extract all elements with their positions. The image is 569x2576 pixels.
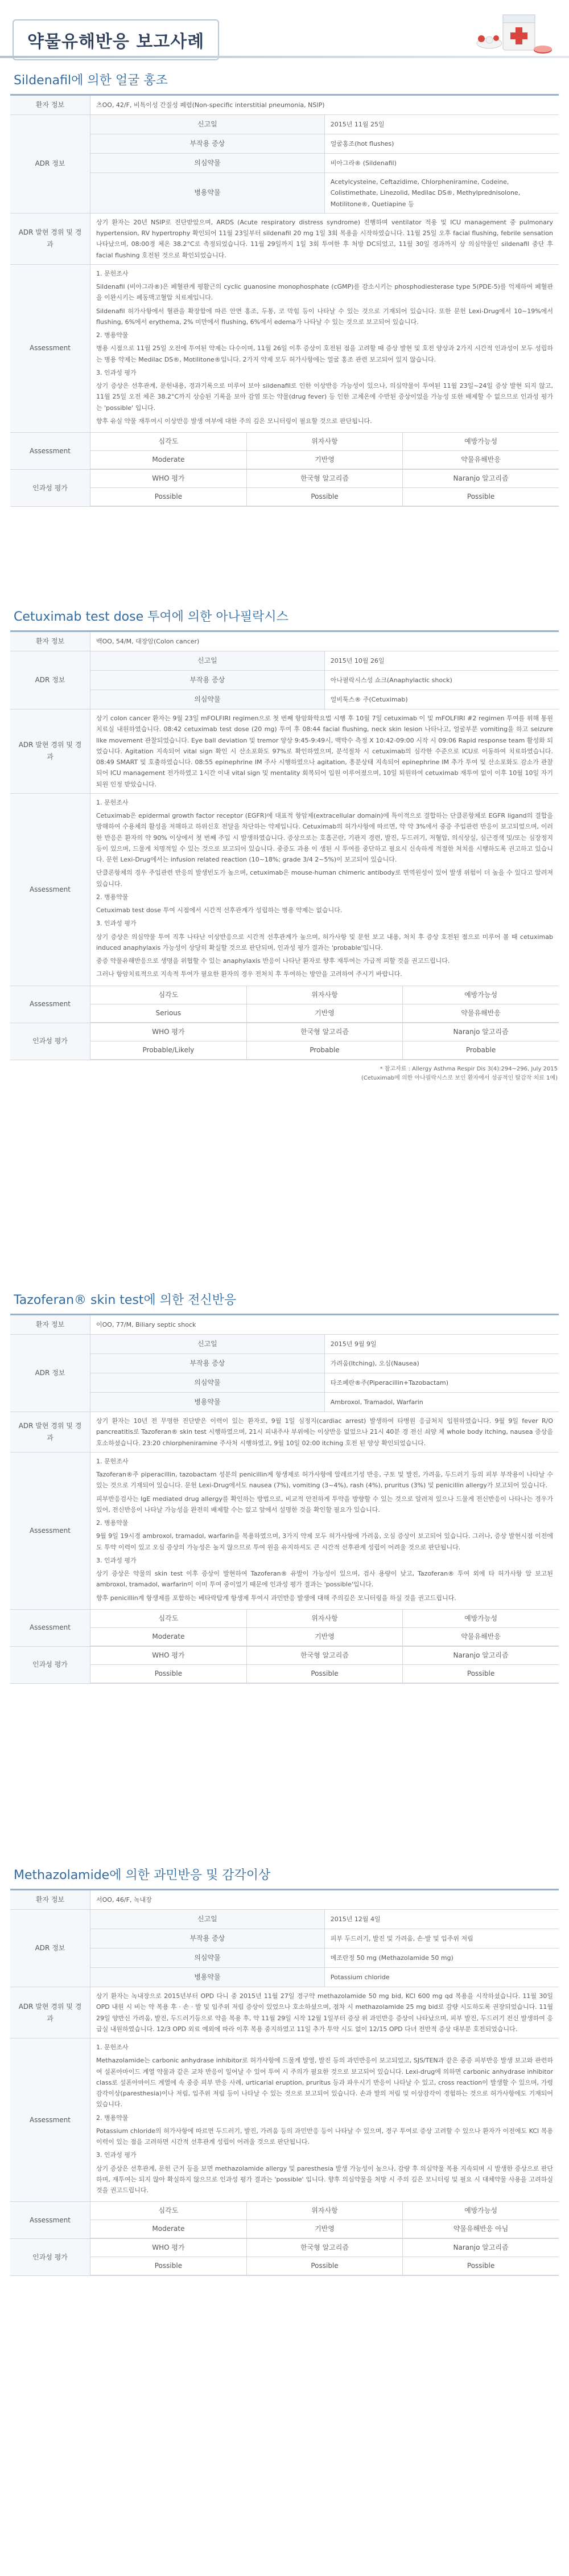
causality-header: WHO 평가 — [90, 1023, 246, 1041]
patient-value: 츠OO, 42/F, 비특이성 간질성 폐렴(Non-specific interstitial pneumonia, NSIP) — [90, 96, 559, 115]
assessment-line: 2. 병용약물 — [96, 893, 129, 901]
label-causality: 인과성 평가 — [10, 1023, 90, 1060]
eval-value: 기반영 — [246, 1004, 402, 1022]
label-date: 신고일 — [90, 115, 325, 134]
concomitant-value: Potassium chloride — [324, 1968, 559, 1987]
label-adr-info: ADR 정보 — [10, 115, 90, 214]
case-2 — [10, 604, 559, 1083]
label-history: ADR 발현 경위 및 경과 — [10, 1412, 90, 1453]
causality-header: 한국형 알고리즘 — [246, 1023, 402, 1041]
causality-table — [90, 470, 559, 506]
eval-header: 심각도 — [90, 433, 246, 451]
suspect-value: 메조란정 50 mg (Methazolamide 50 mg) — [324, 1949, 559, 1968]
causality-cell — [90, 1646, 559, 1683]
assessment-line: 피부반응검사는 IgE mediated drug allergy를 확인하는 방법으로, 비교적 안전하게 투약을 방향할 수 있는 것으로 알려져 있으나 드물게 전신반응이 나타나는 경우가 있어, 전신반응이 나타날 가능성을 완전히 배제할 수는 없고 앞에서 설명한 것을 확인할 필요가 있습니다. — [96, 1495, 553, 1513]
label-reaction: 부작용 증상 — [90, 1929, 325, 1949]
label-concomitant: 병용약물 — [90, 1968, 325, 1987]
eval-header: 위자사항 — [246, 433, 402, 451]
eval-header: 예방가능성 — [403, 433, 559, 451]
causality-cell — [90, 470, 559, 507]
label-history: ADR 발현 경위 및 경과 — [10, 213, 90, 264]
eval-cell — [90, 1609, 559, 1646]
assessment-line: 3. 인과성 평가 — [96, 368, 137, 376]
assessment-line: 3. 인과성 평가 — [96, 1556, 137, 1564]
assessment-line: 1. 문헌조사 — [96, 2044, 129, 2051]
label-assessment: Assessment — [10, 1452, 90, 1609]
label-assessment: Assessment — [10, 264, 90, 432]
label-assessment-eval: Assessment — [10, 2202, 90, 2239]
label-assessment-eval: Assessment — [10, 986, 90, 1023]
reaction-value: 가려움(Itching), 오심(Nausea) — [324, 1354, 559, 1373]
causality-value: Possible — [246, 1664, 402, 1683]
label-patient: 환자 정보 — [10, 96, 90, 115]
causality-value: Possible — [246, 2257, 402, 2275]
eval-header: 예방가능성 — [403, 2202, 559, 2220]
eval-header: 예방가능성 — [403, 986, 559, 1004]
assessment-line: 병용 시점으로 11월 25일 오전에 투여된 약제는 다수이며, 11월 26일 이후 증상이 호전된 점을 고려할 때 증상 발현 및 호전 양상과 2가지 시간적 인과성이 모두 성립하는 병용 약제는 Medilac DS®, Motilitone®입니다. 2가지 약제 모두 허가사항에는 얼굴 홍조 관련 보고되어 있지 않습니다. — [96, 344, 553, 363]
concomitant-value: Ambroxol, Tramadol, Warfarin — [324, 1393, 559, 1412]
label-patient: 환자 정보 — [10, 632, 90, 651]
assessment-line: 2. 병용약물 — [96, 1519, 129, 1527]
label-concomitant: 병용약물 — [90, 1393, 325, 1412]
date-value: 2015년 10월 26일 — [324, 651, 559, 671]
eval-header: 위자사항 — [246, 2202, 402, 2220]
assessment-line: Cetuximab은 epidermal growth factor receptor (EGFR)에 대표적 항암제(extracellular domain)에 특이적으로 결합하는 단클론항체로 EGFR ligand의 결합을 방해하여 수용체의 활성을 저해하고 하위신호 전달을 차단하는 약제입니다. Cetuximab의 허가사항에 따르면, 약 약 3%에서 중증 주입관련 반응이 보고되었으며, 이러한 반응은 환자의 약 90% 이상에서 첫 번째 주입 시 발생하였습니다. 증상으로는 호흡곤란, 기관지 경련, 발진, 두드러기, 저혈압, 의식상실, 심근경색 및/또는 심장정지 등이 있으며, 드물게 치명적일 수 있는 것으로 보고되어 있습니다. 중증도 과용 이 생된 시 투여를 중단하고 필요시 신속하게 적절한 처치를 시행하도록 권고하고 있습니다. 문헌 Lexi-Drug에서는 infusion related reaction (10~18%; grade 3/4 2~5%)이 보고되어 있습니다. — [96, 812, 553, 863]
date-value: 2015년 11월 25일 — [324, 115, 559, 134]
causality-header: 한국형 알고리즘 — [246, 470, 402, 488]
eval-cell — [90, 433, 559, 470]
eval-value: Serious — [90, 1004, 246, 1022]
case-1 — [10, 67, 559, 507]
assessment-line: Tazoferan®주 piperacillin, tazobactam 성분의 penicillin계 항생제로 허가사항에 알레르기성 반응, 구토 및 발진, 가려움, 두드러기 등의 피부 부작용이 나타날 수 있는 것으로 기재되어 있습니다. 문헌 Lexi-Drug에서도 nausea (7%), vomiting (3~4%), rash (4%), pruritus (3%) 및 penicillin allergy가 보고되어 있습니다. — [96, 1471, 553, 1490]
label-assessment-eval: Assessment — [10, 1609, 90, 1646]
assessment-line: Cetuximab test dose 투여 시점에서 시간적 선후관계가 성립하는 병용 약제는 없습니다. — [96, 906, 343, 914]
label-date: 신고일 — [90, 651, 325, 671]
label-reaction: 부작용 증상 — [90, 671, 325, 690]
causality-header: WHO 평가 — [90, 2239, 246, 2257]
eval-table — [90, 1610, 559, 1646]
causality-value: Possible — [403, 1664, 559, 1683]
assessment-line: Sildenafil (비아그라®)은 페혈관계 평활근의 cyclic guanosine monophosphate (cGMP)를 감소시키는 phosphodiesterase type 5(PDE-5)를 억제하여 페혈관을 이완시키는 페동맥고혈압 치료제입니다. — [96, 283, 553, 302]
label-concomitant: 병용약물 — [90, 173, 325, 214]
concomitant-value: Acetylcysteine, Ceftazidime, Chlorpheniramine, Codeine, Colistimethate, Linezolid, Medilac DS®, Methylprednisolone, Motilitone®, Quetiapine 등 — [324, 173, 559, 214]
assessment-line: 1. 문헌조사 — [96, 1457, 129, 1465]
assessment-value — [90, 2038, 559, 2202]
case-table — [10, 1315, 559, 1684]
suspect-value: 비아그라® (Sildenafil) — [324, 154, 559, 173]
assessment-line: 향후 유실 약물 재투여시 이상반응 발생 여부에 대한 주의 깊은 모니터링이 필요할 것으로 판단됩니다. — [96, 417, 372, 425]
label-reaction: 부작용 증상 — [90, 1354, 325, 1373]
assessment-value — [90, 793, 559, 986]
eval-header: 심각도 — [90, 986, 246, 1004]
history-value: 상기 환자는 20년 NSIP로 진단받았으며, ARDS (Acute respiratory distress syndrome) 진행하며 ventilator 적용 및 ICU management 중 pulmonary hypertension, RV hypertrophy 확인되어 11월 23일부터 sildenafil 20 mg 1일 3회 복용을 시작하였습니다. 11월 25일 오후 facial flushing, febrile sensation 나타났으며, 08:00경 체온 38.2°C로 측정되었습니다. 11월 29일까지 1일 3회 투여한 후 처방 DC되었고, 11월 30일 경과까지 상 의심약물인 sildenafil 중단 후 facial flushing 호전된 것으로 확인되었습니다. — [90, 213, 559, 264]
label-adr-info: ADR 정보 — [10, 1335, 90, 1412]
eval-table — [90, 2202, 559, 2238]
assessment-line: 1. 문헌조사 — [96, 798, 129, 806]
eval-value: 기반영 — [246, 451, 402, 469]
eval-header: 심각도 — [90, 1610, 246, 1628]
causality-value: Probable/Likely — [90, 1041, 246, 1059]
label-reaction: 부작용 증상 — [90, 134, 325, 154]
assessment-line: 1. 문헌조사 — [96, 269, 129, 277]
reaction-value: 피부 두드러기, 발진 및 가려움, 손·발 및 입주위 저림 — [324, 1929, 559, 1949]
footnote-reference: * 참고자료 : Allergy Asthma Respir Dis 3(4):294~296, July 2015 — [380, 1065, 558, 1072]
assessment-line: Sildenafil 허가사항에서 혈관을 확장함에 따른 안면 홍조, 두통, 코 막힘 등이 나타날 수 있는 것으로 기재되어 있습니다. 또한 문헌 Lexi-Drug에서 10~19%에서 flushing, 6%에서 erythema, 2% 미만에서 flushing, 6%에서 edema가 나타날 수 있는 것으로 보고되어 있습니다. — [96, 307, 553, 326]
reaction-value: 얼굴홍조(hot flushes) — [324, 134, 559, 154]
assessment-line: 상기 증상은 선후관계, 문헌 근거 등을 보면 methazolamide allergy 및 paresthesia 발생 가능성이 높으나, 감량 후 의심약물 복용 지속되며 시 발생한 증상으로 판단하며, 재투여는 되지 않아 확실하지 않으므로 인과성 평가 결과는 'possible' 입니다. 향후 의심약물을 처방 시 주의 깊은 모니터링 및 필요 시 대체약물 사용을 고려하실 것을 권고드립니다. — [96, 2164, 553, 2194]
causality-table — [90, 1647, 559, 1683]
patient-value: 서OO, 46/F, 녹내장 — [90, 1890, 559, 1910]
label-date: 신고일 — [90, 1910, 325, 1929]
eval-value: Moderate — [90, 1627, 246, 1646]
causality-value: Possible — [90, 488, 246, 506]
case-title: Tazoferan® skin test에 의한 전신반응 — [10, 1287, 559, 1315]
label-adr-info: ADR 정보 — [10, 1910, 90, 1987]
assessment-value — [90, 264, 559, 432]
label-history: ADR 발현 경위 및 경과 — [10, 709, 90, 794]
case-title: Cetuximab test dose 투여에 의한 아나필락시스 — [10, 604, 559, 632]
eval-value: 약물유해반응 아님 — [403, 2220, 559, 2238]
causality-value: Probable — [403, 1041, 559, 1059]
date-value: 2015년 9월 9일 — [324, 1335, 559, 1354]
footnote-title: (Cetuximab에 의한 아나필락시스로 보인 환자에서 성공적인 탈감작 치료 1예) — [361, 1074, 558, 1081]
causality-header: Naranjo 알고리즘 — [403, 1023, 559, 1041]
causality-cell — [90, 1023, 559, 1060]
history-value: 상기 colon cancer 환자는 9월 23일 mFOLFIRI regimen으로 첫 번째 항암화학요법 시행 후 10월 7일 cetuximab 이 및 mFOLFIRI #2 regimen 투여를 위해 통원치료실 내원하였습니다. 08:42 cetuximab test dose (20 mg) 투여 후 08:44 facial flushing, neck skin lesion 나타나고, 얼굴부분 vomiting을 하고 seizure like movement 관찰되었습니다. Eye ball deviation 및 tremor 양상 9:45-9:49시, 맥박수 측정 X 10:42-09:00 시작 시 09:06 Rapid response team 활성화 되었습니다. Agitation 지속되어 vital sign 확인 시 산소포화도 97%로 확인하였으며, 분석절차 시 cetuximab의 심각한 수준으로 ICU로 이동하여 치료하였습니다. 08:49 SMART 및 호출하였습니다. 08:55 epinephrine IM 주사 시행하였으나 agitation, 흥분상태 지속되어 epinephrine IM 추가 투여 및 산소포화도 감소가 관찰되어 ICU management 전가하였고 1시간 이내 vital sign 및 mentality 회복되어 입원 이루어졌으며, 10일 퇴원하여 cetuximab 재투여 없이 이후 10월 10일 자기 퇴원 인정 받았습니다. — [90, 709, 559, 794]
page-title: 약물유해반응 보고사례 — [13, 19, 219, 60]
assessment-line: 상기 증상은 선후관계, 문헌내용, 경과기록으로 미루어 보아 sildenafil로 인한 이상반응 가능성이 있으나, 의심약물이 투여된 11월 23일~24일 증상 발현 되지 않고, 11월 25일 오전 체온 38.2°C까지 상승된 기록을 보아 감염 또는 약물(drug fever) 등 인한 고체온에 수반된 증상이었을 가능성 또한 배제할 수 없으므로 인과성 평가는 'possible' 입니다. — [96, 382, 553, 412]
assessment-line: 중증 약물유해반응으로 생명을 위협할 수 있는 anaphylaxis 반응이 나타난 환자로 향후 재투여는 가급적 피할 것을 권고드립니다. — [96, 957, 450, 965]
causality-table — [90, 2239, 559, 2275]
label-patient: 환자 정보 — [10, 1890, 90, 1910]
label-history: ADR 발현 경위 및 경과 — [10, 1987, 90, 2038]
history-value: 상기 환자는 녹내장으로 2015년부터 OPD 다니 중 2015년 11월 27일 경구약 methazolamide 50 mg bid, KCl 600 mg qd 복용을 시작하셨습니다. 11월 30일 OPD 내원 시 비는 약 복용 후 · 손 · 발 및 입주위 저림 증상이 있었으나 호소하셨으며, 점차 시 methazolamide 25 mg bid로 감량 시도하도록 권장되었습니다. 11월 29일 양반신 가려움, 발진, 두드러기등으로 약을 복용 후, 약 11월 29일 시작 12월 1일부터 증상 위 과민반응 증상이 나타났으며, 피부 발진, 두드러기 전신 발생하여 응급실 내원하였습니다. 12/3 OPD 외료 예외에 따라 이후 복용 중지하였고 11일 추가 투약 시도 없이 12/15 OPD 다녀 전반적 증상 대부분 호전되었습니다. — [90, 1987, 559, 2038]
assessment-line: 단클론항체의 경우 주입관련 반응의 발생빈도가 높으며, cetuximab은 mouse-human chimeric antibody로 면역원성이 있어 발생 위험이 더 높을 수 있다고 알려져 있습니다. — [96, 869, 553, 888]
assessment-line: 9월 9일 19시경 ambroxol, tramadol, warfarin을 복용하였으며, 3가지 약제 모두 허가사항에 가려움, 오심 증상이 보고되어 있습니다. 그러나, 증상 발현시점 이전에도 투약 이력이 있고 오심 증상의 가능성은 높지 않으므로 투여 원을 유지하셔도 큰 시간적 선후관계 성립이 어려울 것으로 판단됩니다. — [96, 1532, 553, 1551]
eval-cell — [90, 986, 559, 1023]
assessment-value — [90, 1452, 559, 1609]
eval-header: 심각도 — [90, 2202, 246, 2220]
causality-header: Naranjo 알고리즘 — [403, 1647, 559, 1665]
causality-value: Possible — [246, 488, 402, 506]
assessment-line: 3. 인과성 평가 — [96, 2151, 137, 2159]
medicine-box-icon — [470, 6, 555, 60]
label-date: 신고일 — [90, 1335, 325, 1354]
assessment-line: 상기 증상은 의심약물 투여 직후 나타난 이상반응으로 시간적 선후관계가 높으며, 허가사항 및 문헌 보고 내용, 처치 후 증상 호전된 점으로 미루어 볼 때 cetuximab induced anaphylaxis 가능성이 상당히 확실할 것으로 판단되며, 인과성 평가 결과는 'probable'입니다. — [96, 933, 553, 951]
eval-value: 기반영 — [246, 1627, 402, 1646]
eval-value: 약물유해반응 — [403, 1627, 559, 1646]
assessment-line: 그러나 항암치료적으로 지속적 투여가 필요한 환자의 경우 전처치 후 투여하는 방안을 고려하여 주시기 바랍니다. — [96, 970, 402, 978]
eval-value: Moderate — [90, 451, 246, 469]
label-suspect: 의심약물 — [90, 690, 325, 709]
eval-value: 약물유해반응 — [403, 1004, 559, 1022]
causality-cell — [90, 2239, 559, 2276]
suspect-value: 타조페란®주(Piperacillin+Tazobactam) — [324, 1373, 559, 1393]
case-3 — [10, 1287, 559, 1684]
case-title: Methazolamide에 의한 과민반응 및 감각이상 — [10, 1862, 559, 1890]
causality-value: Probable — [246, 1041, 402, 1059]
label-causality: 인과성 평가 — [10, 1646, 90, 1683]
causality-value: Possible — [90, 1664, 246, 1683]
label-suspect: 의심약물 — [90, 154, 325, 173]
assessment-line: 향후 penicillin계 항생제를 포함하는 베타락탐계 항생제 투여시 과민반응 발생에 대해 주의깊은 모니터링을 하실 것을 권고드립니다. — [96, 1594, 456, 1602]
causality-value: Possible — [90, 2257, 246, 2275]
label-patient: 환자 정보 — [10, 1315, 90, 1335]
assessment-line: 상기 증상은 약물의 skin test 이후 증상이 발현하여 Tazoferan® 유발이 가능성이 있으며, 검사 용량이 낮고, Tazoferan® 투여 외에 타 허가사항 알 보고된 ambroxol, tramadol, warfarin이 이미 투여 중이었기 때문에 인과성 평가 결과는 'possible'입니다. — [96, 1570, 553, 1589]
causality-header: 한국형 알고리즘 — [246, 1647, 402, 1665]
case-title: Sildenafil에 의한 얼굴 홍조 — [10, 67, 559, 96]
label-suspect: 의심약물 — [90, 1373, 325, 1393]
case-table — [10, 1890, 559, 2276]
suspect-value: 얼비툭스® 주(Cetuximab) — [324, 690, 559, 709]
eval-header: 예방가능성 — [403, 1610, 559, 1628]
label-assessment: Assessment — [10, 793, 90, 986]
eval-value: 기반영 — [246, 2220, 402, 2238]
causality-header: Naranjo 알고리즘 — [403, 2239, 559, 2257]
causality-header: 한국형 알고리즘 — [246, 2239, 402, 2257]
causality-value: Possible — [403, 2257, 559, 2275]
assessment-line: 2. 병용약물 — [96, 331, 129, 339]
case-4 — [10, 1862, 559, 2276]
assessment-line: Potassium chloride의 허가사항에 따르면 두드러기, 발진, 가려움 등의 과민반응 등이 나타날 수 있으며, 경구 투여로 증상 고려할 수 있으나 환자가 이전에도 KCl 복용 이력이 있는 점을 고려하면 시간적 선후관계 성립이 어려울 것으로 판단됩니다. — [96, 2127, 553, 2146]
assessment-line: 3. 인과성 평가 — [96, 920, 137, 928]
label-adr-info: ADR 정보 — [10, 651, 90, 709]
causality-table — [90, 1023, 559, 1060]
eval-header: 위자사항 — [246, 1610, 402, 1628]
causality-header: Naranjo 알고리즘 — [403, 470, 559, 488]
eval-cell — [90, 2202, 559, 2239]
reaction-value: 아나필락시스성 쇼크(Anaphylactic shock) — [324, 671, 559, 690]
patient-value: 이OO, 77/M, Biliary septic shock — [90, 1315, 559, 1335]
assessment-line: Methazolamide는 carbonic anhydrase inhibitor로 허가사항에 드물게 발열, 발진 등의 과민반응이 보고되었고, SJS/TEN과 같은 중증 피부반응 발생 보고와 관련하여 설폰아마이드 계열 약물과 같은 교차 반응이 일어날 수 있어 투여 시 주의가 필요한 것으로 보고되어 있습니다. Lexi-drug에 의하면 carbonic anhydrase inhibitor class로 설폰아마이드 계열에 속 중증 피부 반응 사례, urticarial eruption, pruritus 등과 파우시기 반응이 나타날 수 있고, cross reaction이 발생할 수 있으며, 가령 감각이상(paresthesia)이나 저림, 입주위 저림 등이 나타날 수 있는 것으로 보고되어 있습니다. 손과 발의 저림 및 이상감각이 경험하는 것으로 허가사항에도 기재되어 있습니다. — [96, 2057, 553, 2109]
eval-table — [90, 433, 559, 469]
label-causality: 인과성 평가 — [10, 2239, 90, 2276]
label-assessment-eval: Assessment — [10, 433, 90, 470]
causality-header: WHO 평가 — [90, 1647, 246, 1665]
header — [0, 0, 569, 63]
eval-value: 약물유해반응 — [403, 451, 559, 469]
case-table — [10, 632, 559, 1060]
assessment-line: 2. 병용약물 — [96, 2114, 129, 2122]
date-value: 2015년 12월 4일 — [324, 1910, 559, 1929]
eval-value: Moderate — [90, 2220, 246, 2238]
label-suspect: 의심약물 — [90, 1949, 325, 1968]
patient-value: 백OO, 54/M, 대장암(Colon cancer) — [90, 632, 559, 651]
causality-header: WHO 평가 — [90, 470, 246, 488]
causality-value: Possible — [403, 488, 559, 506]
case-table — [10, 96, 559, 507]
footnote — [10, 1060, 559, 1083]
eval-table — [90, 986, 559, 1023]
eval-header: 위자사항 — [246, 986, 402, 1004]
label-causality: 인과성 평가 — [10, 470, 90, 507]
history-value: 상기 환자는 10년 전 무명한 진단받은 이력이 있는 환자로, 9월 1일 심정지(cardiac arrest) 발생하여 타병원 응급처치 입원하였습니다. 9월 9일 fever R/O pancreatitis로 Tazoferan® skin test 시행하였으며, 21시 피내주사 부위에는 이상반응 없었으나 21시 40분 경 전신 쇠양 체 whole body itching, nausea 증상을 호소하셨습니다. 23:20 chlorpheniramine 주사처 시행하였고, 9월 10일 02:00 itching 호전 된 양상 확인되었습니다. — [90, 1412, 559, 1453]
label-assessment: Assessment — [10, 2038, 90, 2202]
